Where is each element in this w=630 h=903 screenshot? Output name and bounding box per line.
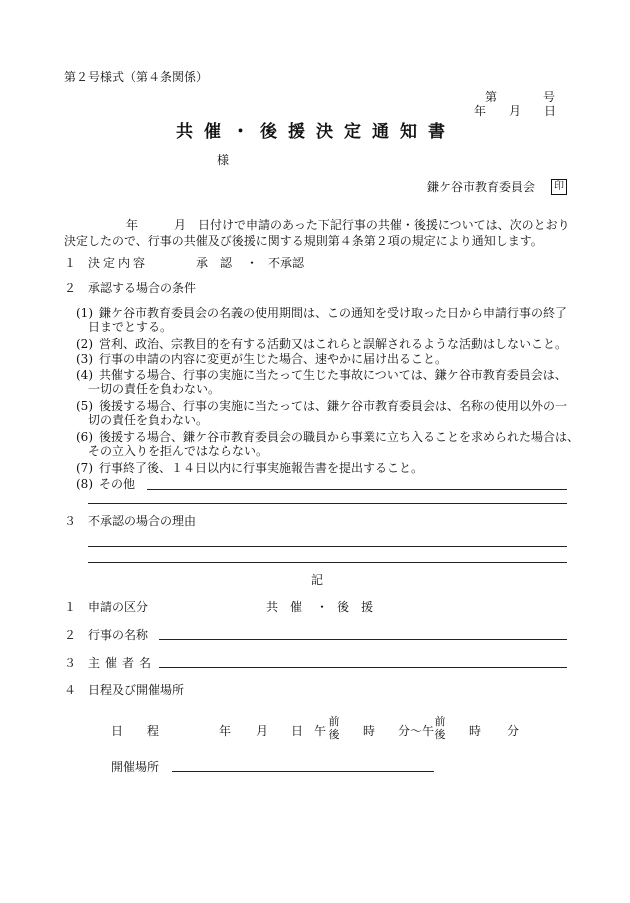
end-am-option[interactable]: 前 (434, 715, 446, 728)
condition-text-cont: 日までとする。 (88, 320, 173, 334)
date-month: 月 (256, 724, 269, 738)
app-type-cosponsor: 共 催 (266, 600, 303, 614)
section3-number: ３ (64, 514, 77, 528)
condition-num: (6) (76, 430, 93, 444)
schedule-number: ４ (64, 683, 77, 697)
section1-option-reject: 不承認 (268, 256, 305, 270)
condition-num: (3) (76, 352, 93, 366)
condition-text: 行事終了後、１４日以内に行事実施報告書を提出すること。 (99, 461, 424, 475)
end-hour: 時 (469, 724, 482, 738)
section2-label: 承認する場合の条件 (88, 281, 197, 295)
condition-text: 鎌ケ谷市教育委員会の名義の使用期間は、この通知を受け取った日から申請行事の終了 (99, 306, 568, 320)
doc-date-month: 月 (509, 104, 522, 118)
condition-text: 共催する場合、行事の実施に当たって生じた事故については、鎌ケ谷市教育委員会は、 (99, 368, 567, 382)
condition-text-cont: 一切の責任を負わない。 (88, 382, 221, 396)
doc-number-prefix: 第 (485, 90, 498, 104)
start-am-option[interactable]: 前 (328, 715, 340, 728)
minute-to: 分～午 (398, 724, 435, 738)
event-name-label: 行事の名称 (88, 628, 149, 642)
intro-line1: 日付けで申請のあった下記行事の共催・後援については、次のとおり (198, 218, 570, 232)
app-type-number: １ (64, 600, 77, 614)
end-minute: 分 (507, 724, 520, 738)
section1-label: 決定内容 (88, 256, 149, 270)
other-conditions-line[interactable] (147, 489, 567, 490)
intro-line2: 決定したので、行事の共催及び後援に関する規則第４条第２項の規定により通知します。 (64, 234, 543, 248)
intro-month: 月 (174, 218, 187, 232)
doc-date-day: 日 (544, 104, 557, 118)
venue-line[interactable] (172, 771, 434, 772)
reject-reason-line-2[interactable] (88, 562, 567, 563)
schedule-label: 日程及び開催場所 (88, 683, 185, 697)
date-year: 年 (219, 724, 232, 738)
section1-number: １ (64, 256, 77, 270)
intro-year: 年 (126, 218, 139, 232)
date-day: 日 (291, 724, 304, 738)
condition-text: 後援する場合、行事の実施に当たっては、鎌ケ谷市教育委員会は、名称の使用以外の一 (99, 399, 568, 413)
app-type-support: 後 援 (337, 600, 374, 614)
issuer: 鎌ケ谷市教育委員会 (427, 180, 536, 194)
condition-num: (2) (76, 337, 93, 351)
organizer-line[interactable] (159, 667, 567, 668)
end-ampm[interactable] (433, 715, 447, 741)
end-pm-option[interactable]: 後 (434, 728, 446, 741)
app-type-separator: ・ (316, 600, 329, 614)
start-hour: 時 (363, 724, 376, 738)
condition-num: (7) (76, 461, 93, 475)
condition-text-cont: その立入りを拒んではならない。 (88, 444, 269, 458)
condition-num: (4) (76, 368, 93, 382)
event-name-number: ２ (64, 628, 77, 642)
doc-number-suffix: 号 (543, 90, 556, 104)
start-gozen-prefix: 午 (314, 724, 327, 738)
app-type-label: 申請の区分 (88, 600, 149, 614)
date-label: 日 程 (111, 724, 160, 738)
section1-option-approve: 承 認 (196, 256, 233, 270)
page-title: 共催・後援決定通知書 (176, 122, 456, 142)
start-ampm[interactable] (327, 715, 341, 741)
start-pm-option[interactable]: 後 (328, 728, 340, 741)
condition-text: 営利、政治、宗教目的を有する活動又はこれらと誤解されるような活動はしないこと。 (99, 337, 568, 351)
venue-label: 開催場所 (111, 760, 160, 774)
reject-reason-line-1[interactable] (88, 546, 567, 547)
organizer-label: 主催者名 (88, 656, 157, 670)
condition-num: (8) (76, 477, 93, 491)
seal-stamp: 印 (551, 179, 567, 195)
section2-number: ２ (64, 281, 77, 295)
condition-text: 後援する場合、鎌ケ谷市教育委員会の職員から事業に立ち入ることを求められた場合は、 (99, 430, 580, 444)
section3-label: 不承認の場合の理由 (88, 514, 197, 528)
condition-text: その他 (99, 477, 136, 491)
section1-separator: ・ (246, 256, 259, 270)
condition-num: (5) (76, 399, 93, 413)
doc-date-year: 年 (474, 104, 487, 118)
organizer-number: ３ (64, 656, 77, 670)
condition-num: (1) (76, 306, 93, 320)
other-conditions-line-2[interactable] (88, 503, 567, 504)
condition-text: 行事の申請の内容に変更が生じた場合、速やかに届け出ること。 (99, 352, 448, 366)
form-label: 第２号様式（第４条関係） (64, 70, 209, 84)
condition-text-cont: 切の責任を負わない。 (88, 413, 209, 427)
addressee-suffix: 様 (217, 153, 230, 167)
ki-label: 記 (311, 573, 324, 587)
event-name-line[interactable] (159, 639, 567, 640)
